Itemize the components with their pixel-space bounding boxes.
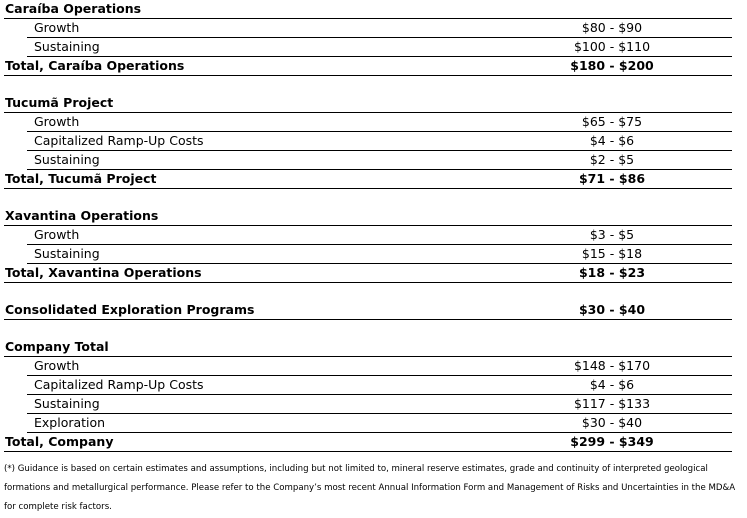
line-item-label: Sustaining bbox=[34, 152, 100, 167]
total-value: $180 - $200 bbox=[570, 58, 654, 73]
line-item-row bbox=[27, 414, 732, 433]
line-item-value: $80 - $90 bbox=[581, 20, 643, 35]
line-item-row bbox=[27, 376, 732, 395]
total-label: Total, Tucumã Project bbox=[5, 171, 157, 186]
line-item-value: $4 - $6 bbox=[589, 377, 635, 392]
total-label: Consolidated Exploration Programs bbox=[5, 302, 255, 317]
section-spacer bbox=[4, 320, 732, 338]
section-header bbox=[4, 338, 732, 357]
line-item-label: Capitalized Ramp-Up Costs bbox=[34, 133, 204, 148]
total-label: Total, Company bbox=[5, 434, 114, 449]
line-item-label: Growth bbox=[34, 20, 80, 35]
line-item-value: $100 - $110 bbox=[573, 39, 651, 54]
line-item-label: Growth bbox=[34, 358, 80, 373]
section-spacer bbox=[4, 76, 732, 94]
standalone-total-row bbox=[4, 301, 732, 320]
section-total-row bbox=[4, 264, 732, 283]
line-item-row bbox=[27, 38, 732, 57]
total-value: $71 - $86 bbox=[578, 171, 646, 186]
line-item-row bbox=[27, 357, 732, 376]
section-title: Caraíba Operations bbox=[5, 1, 142, 16]
section-header bbox=[4, 207, 732, 226]
capex-guidance-table bbox=[4, 0, 732, 452]
total-label: Total, Xavantina Operations bbox=[5, 265, 202, 280]
line-item-value: $65 - $75 bbox=[581, 114, 643, 129]
section-title: Tucumã Project bbox=[5, 95, 114, 110]
total-value: $18 - $23 bbox=[578, 265, 646, 280]
line-item-row bbox=[27, 245, 732, 264]
section-title: Company Total bbox=[5, 339, 109, 354]
section-spacer bbox=[4, 189, 732, 207]
section-total-row bbox=[4, 170, 732, 189]
line-item-label: Growth bbox=[34, 227, 80, 242]
line-item-label: Exploration bbox=[34, 415, 106, 430]
line-item-value: $4 - $6 bbox=[589, 133, 635, 148]
total-label: Total, Caraíba Operations bbox=[5, 58, 185, 73]
line-item-value: $2 - $5 bbox=[589, 152, 635, 167]
line-item-value: $148 - $170 bbox=[573, 358, 651, 373]
line-item-row bbox=[27, 226, 732, 245]
line-item-row bbox=[27, 395, 732, 414]
line-item-label: Sustaining bbox=[34, 396, 100, 411]
line-item-row bbox=[27, 132, 732, 151]
line-item-value: $3 - $5 bbox=[589, 227, 635, 242]
line-item-row bbox=[27, 19, 732, 38]
line-item-row bbox=[27, 113, 732, 132]
footnote: (*) Guidance is based on certain estimates and assumptions, including but not limited to, mineral reserve estimates, grade and continuity of interpreted geological formations and metallurgical performance. Please refer to the Company’s most recent Annual Information Form and Management of Risks and Uncertainties in the MD&A for complete risk factors. bbox=[4, 464, 736, 513]
section-title: Xavantina Operations bbox=[5, 208, 159, 223]
total-value: $30 - $40 bbox=[578, 302, 646, 317]
section-total-row bbox=[4, 433, 732, 452]
total-value: $299 - $349 bbox=[570, 434, 654, 449]
section-header bbox=[4, 0, 732, 19]
line-item-label: Sustaining bbox=[34, 39, 100, 54]
line-item-label: Sustaining bbox=[34, 246, 100, 261]
line-item-label: Capitalized Ramp-Up Costs bbox=[34, 377, 204, 392]
line-item-value: $117 - $133 bbox=[573, 396, 651, 411]
line-item-row bbox=[27, 151, 732, 170]
section-spacer bbox=[4, 283, 732, 301]
line-item-value: $15 - $18 bbox=[581, 246, 643, 261]
section-header bbox=[4, 94, 732, 113]
section-total-row bbox=[4, 57, 732, 76]
line-item-label: Growth bbox=[34, 114, 80, 129]
line-item-value: $30 - $40 bbox=[581, 415, 643, 430]
